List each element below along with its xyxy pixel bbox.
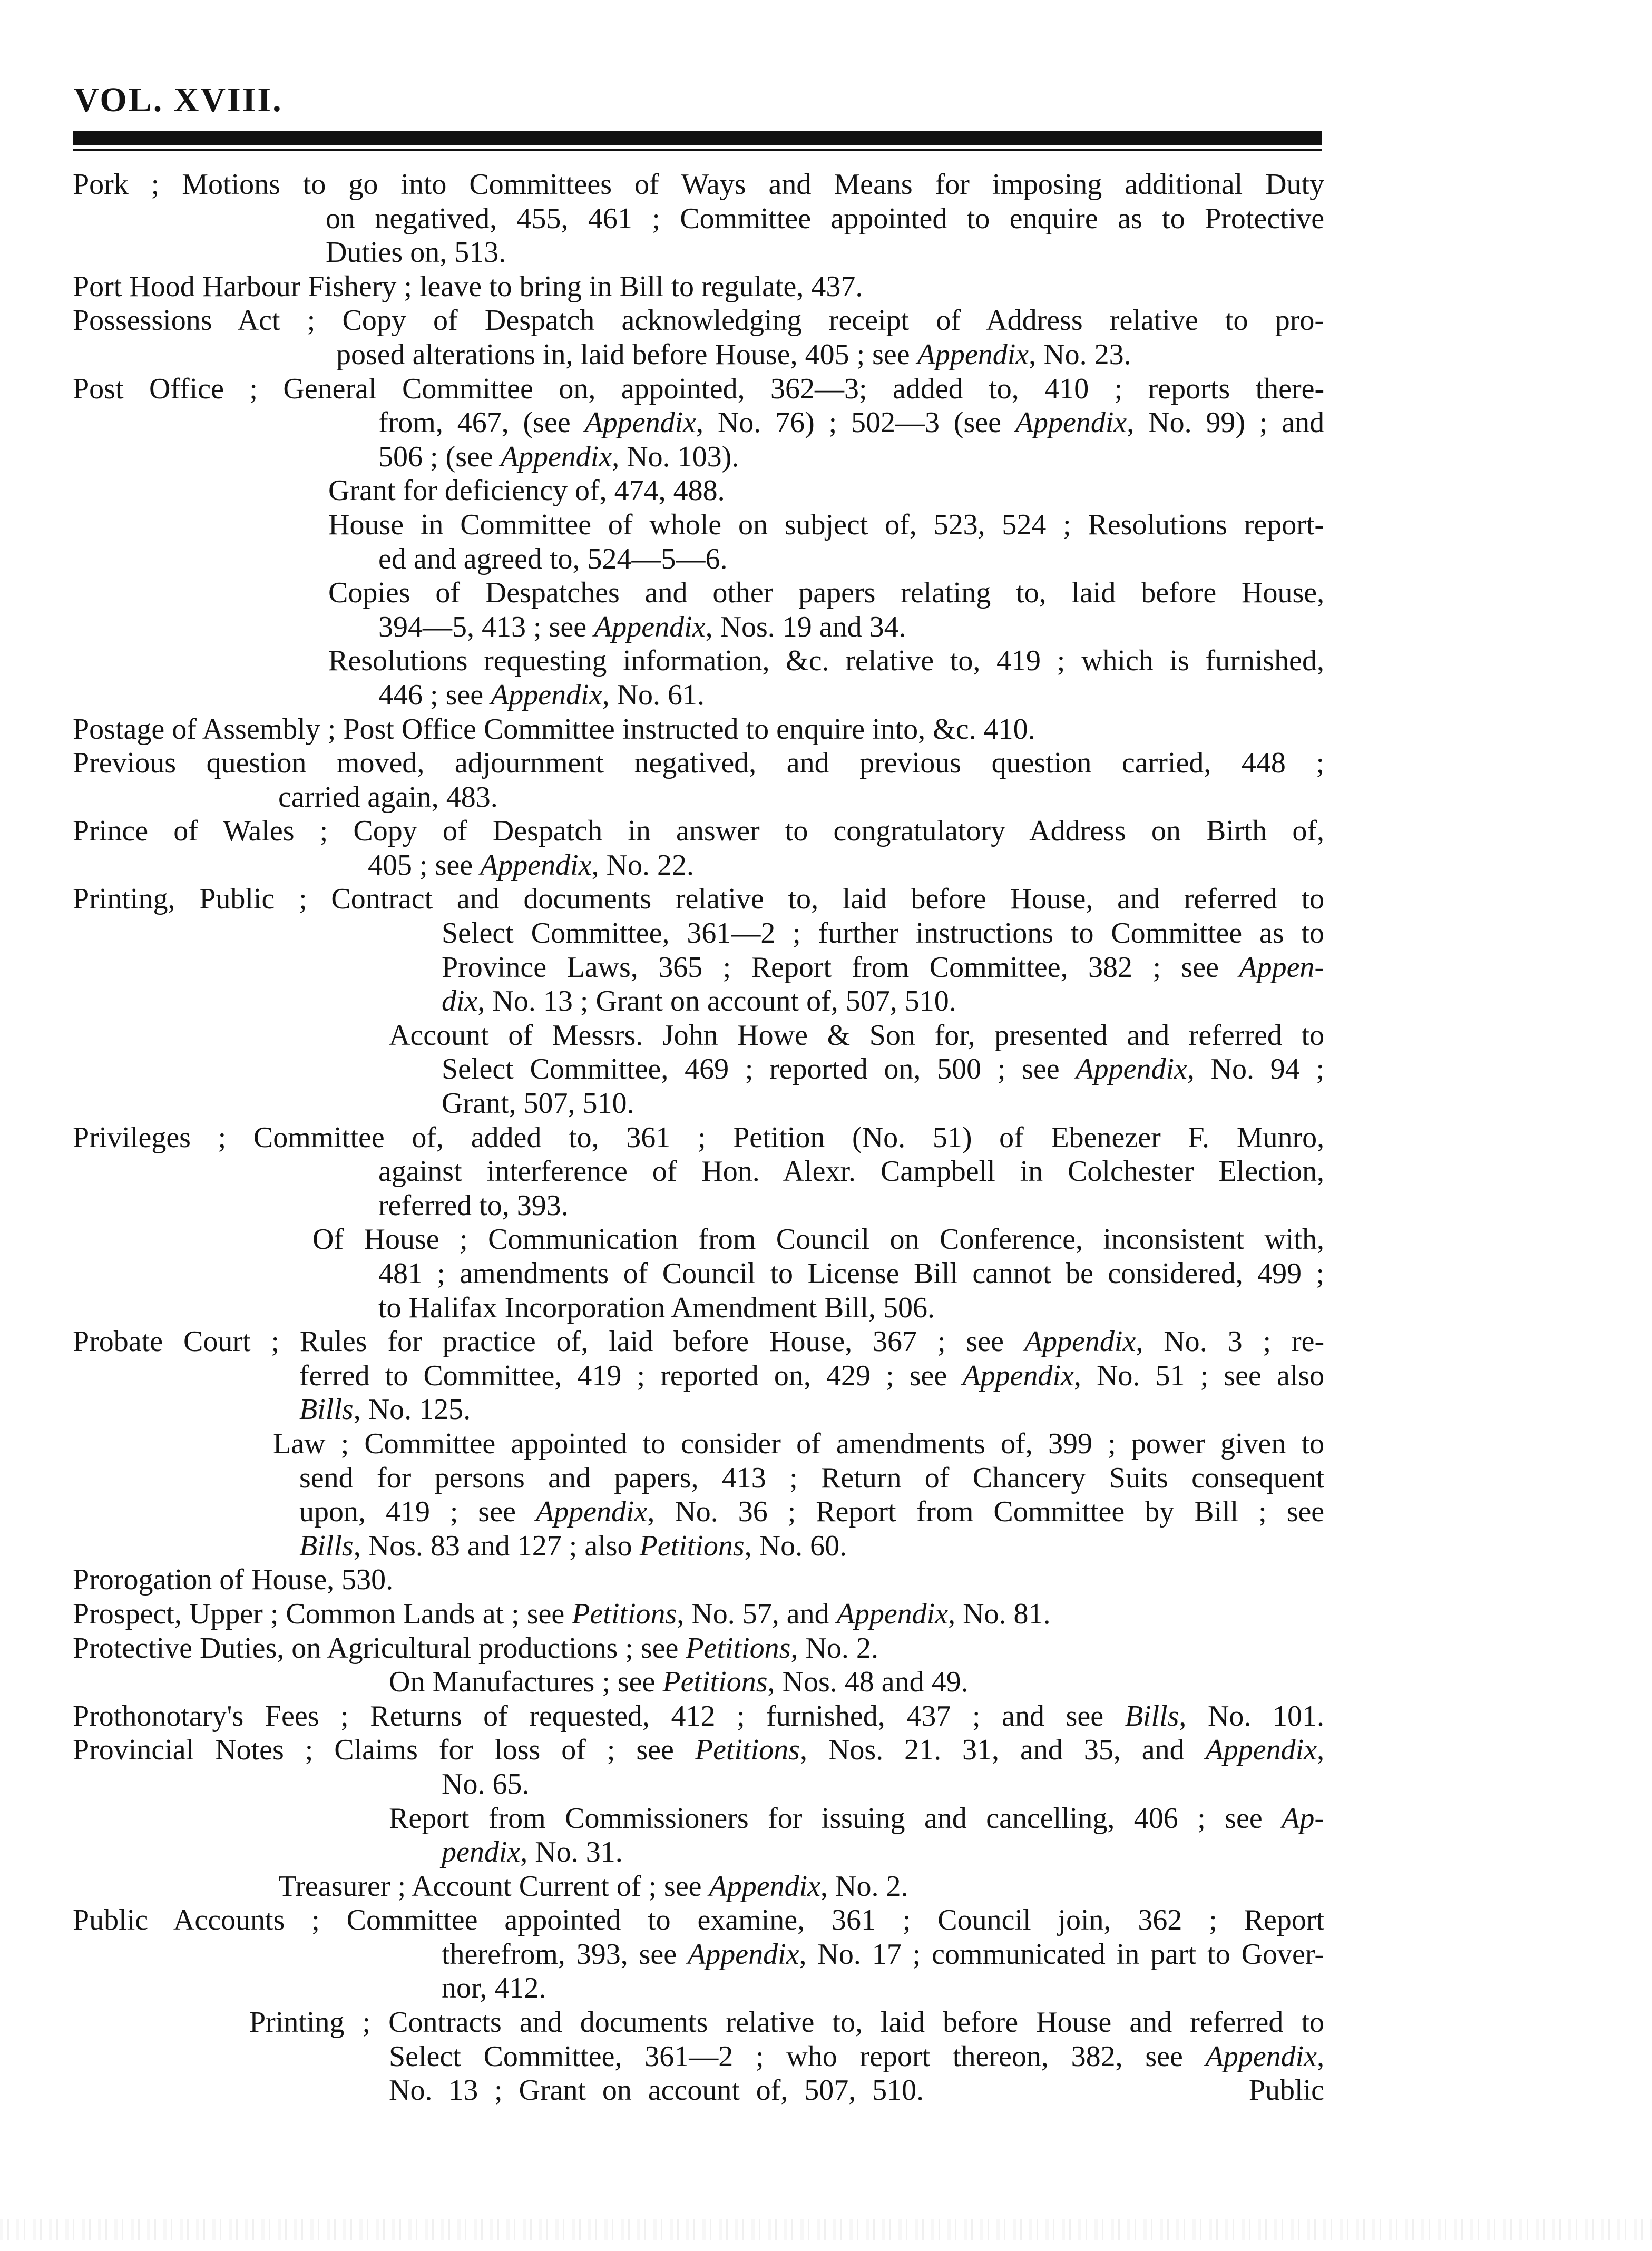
volume-header: VOL. XVIII. <box>74 81 283 119</box>
index-line: Grant, 507, 510. <box>442 1087 634 1120</box>
index-line: Resolutions requesting information, &c. relative to, 419 ; which is furnished, <box>328 644 1325 678</box>
index-line: Province Laws, 365 ; Report from Committee, 382 ; see Appen- <box>442 951 1325 984</box>
index-line: No. 65. <box>442 1767 530 1800</box>
index-line: Bills, No. 125. <box>299 1393 471 1426</box>
header-rule-thin <box>73 149 1322 151</box>
index-line: Of House ; Communication from Council on Conference, inconsistent with, <box>312 1223 1325 1256</box>
index-line: upon, 419 ; see Appendix, No. 36 ; Report from Committee by Bill ; see <box>299 1495 1325 1529</box>
index-line: Grant for deficiency of, 474, 488. <box>328 474 725 507</box>
index-line: therefrom, 393, see Appendix, No. 17 ; communicated in part to Gover- <box>442 1937 1325 1971</box>
index-line: against interference of Hon. Alexr. Campbell in Colchester Election, <box>378 1155 1325 1188</box>
index-line: nor, 412. <box>442 1972 546 2005</box>
index-line: Law ; Committee appointed to consider of amendments of, 399 ; power given to <box>273 1427 1325 1460</box>
header-rule-thick <box>73 131 1322 145</box>
index-line: Select Committee, 469 ; reported on, 500 ; see Appendix, No. 94 ; <box>442 1053 1325 1086</box>
index-line: Pork ; Motions to go into Committees of Ways and Means for imposing additional Duty <box>73 168 1325 201</box>
index-line: ed and agreed to, 524—5—6. <box>378 542 728 575</box>
index-line: referred to, 393. <box>378 1189 569 1222</box>
index-line: Report from Commissioners for issuing and cancelling, 406 ; see Ap- <box>389 1802 1325 1835</box>
index-line: dix, No. 13 ; Grant on account of, 507, 510. <box>442 985 956 1018</box>
index-line: 506 ; (see Appendix, No. 103). <box>378 440 739 473</box>
index-line: Treasurer ; Account Current of ; see Appendix, No. 2. <box>278 1870 908 1903</box>
index-line: 394—5, 413 ; see Appendix, Nos. 19 and 34. <box>378 610 906 643</box>
index-line: Account of Messrs. John Howe & Son for, presented and referred to <box>389 1019 1325 1052</box>
index-line: from, 467, (see Appendix, No. 76) ; 502—3 (see Appendix, No. 99) ; and <box>378 406 1325 439</box>
index-line: No. 13 ; Grant on account of, 507, 510. Public <box>389 2074 1325 2107</box>
index-line: carried again, 483. <box>278 780 498 814</box>
index-line: Public Accounts ; Committee appointed to examine, 361 ; Council join, 362 ; Report <box>73 1904 1325 1937</box>
index-line: Select Committee, 361—2 ; further instructions to Committee as to <box>442 917 1325 950</box>
index-line: 446 ; see Appendix, No. 61. <box>378 678 705 711</box>
scan-noise-strip <box>0 2219 1652 2240</box>
index-line: Post Office ; General Committee on, appointed, 362—3; added to, 410 ; reports there- <box>73 372 1325 405</box>
index-line: Prorogation of House, 530. <box>73 1563 394 1597</box>
index-line: Prince of Wales ; Copy of Despatch in answer to congratulatory Address on Birth of, <box>73 815 1324 848</box>
index-line: Possessions Act ; Copy of Despatch acknowledging receipt of Address relative to pro- <box>73 304 1325 337</box>
index-line: Previous question moved, adjournment negatived, and previous question carried, 448 ; <box>73 747 1325 780</box>
index-line: On Manufactures ; see Petitions, Nos. 48 and 49. <box>389 1666 969 1699</box>
index-line: 405 ; see Appendix, No. 22. <box>368 848 695 882</box>
index-line: Protective Duties, on Agricultural productions ; see Petitions, No. 2. <box>73 1631 878 1665</box>
index-line: Copies of Despatches and other papers relating to, laid before House, <box>328 576 1325 610</box>
index-line: posed alterations in, laid before House, 405 ; see Appendix, No. 23. <box>336 338 1131 371</box>
index-line: Port Hood Harbour Fishery ; leave to bring in Bill to regulate, 437. <box>73 270 863 303</box>
index-line: Bills, Nos. 83 and 127 ; also Petitions, No. 60. <box>299 1529 847 1562</box>
index-line: Prothonotary's Fees ; Returns of requested, 412 ; furnished, 437 ; and see Bills, No. 101. <box>73 1699 1325 1733</box>
index-line: Select Committee, 361—2 ; who report thereon, 382, see Appendix, <box>389 2040 1325 2073</box>
index-line: Postage of Assembly ; Post Office Committee instructed to enquire into, &c. 410. <box>73 712 1035 746</box>
index-line: Privileges ; Committee of, added to, 361 ; Petition (No. 51) of Ebenezer F. Munro, <box>73 1121 1325 1154</box>
index-line: 481 ; amendments of Council to License Bill cannot be considered, 499 ; <box>378 1257 1325 1290</box>
index-line: on negatived, 455, 461 ; Committee appointed to enquire as to Protective <box>326 202 1325 235</box>
index-line: to Halifax Incorporation Amendment Bill, 506. <box>378 1291 935 1324</box>
index-line: House in Committee of whole on subject of, 523, 524 ; Resolutions report- <box>328 508 1325 541</box>
index-line: Printing ; Contracts and documents relative to, laid before House and referred to <box>249 2006 1325 2039</box>
index-line: ferred to Committee, 419 ; reported on, 429 ; see Appendix, No. 51 ; see also <box>299 1359 1325 1392</box>
index-line: Duties on, 513. <box>326 236 506 269</box>
index-line: pendix, No. 31. <box>442 1836 623 1869</box>
index-line: Prospect, Upper ; Common Lands at ; see Petitions, No. 57, and Appendix, No. 81. <box>73 1597 1051 1630</box>
index-line: Provincial Notes ; Claims for loss of ; see Petitions, Nos. 21. 31, and 35, and Appendix, <box>73 1734 1325 1767</box>
index-line: Probate Court ; Rules for practice of, laid before House, 367 ; see Appendix, No. 3 ; re- <box>73 1325 1325 1358</box>
index-line: send for persons and papers, 413 ; Return of Chancery Suits consequent <box>299 1461 1325 1494</box>
index-entries <box>73 168 1324 2108</box>
index-line: Printing, Public ; Contract and documents relative to, laid before House, and referred to <box>73 883 1325 916</box>
